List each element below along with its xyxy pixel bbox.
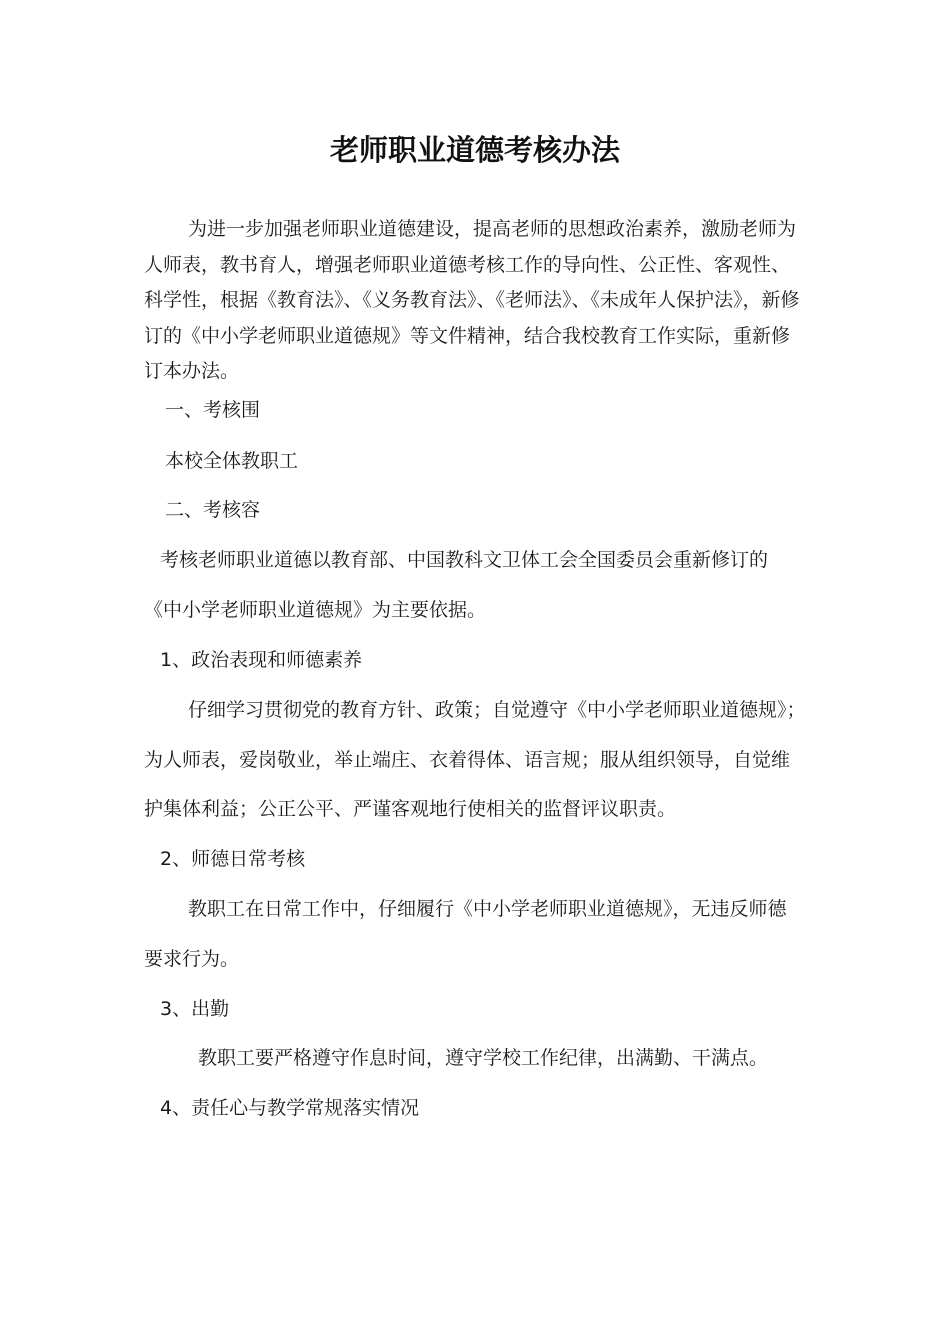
item-heading-attendance: 3、出勤: [160, 998, 230, 1020]
item-heading-responsibility: 4、责任心与教学常规落实情况: [160, 1097, 420, 1119]
item-body-line: 为人师表，爱岗敬业，举止端庄、衣着得体、语言规；服从组织领导，自觉维: [144, 749, 791, 771]
content-body-line: 考核老师职业道德以教育部、中国教科文卫体工会全国委员会重新修订的: [160, 549, 769, 571]
scope-body: 本校全体教职工: [165, 450, 299, 472]
content-body-line: 《中小学老师职业道德规》为主要依据。: [144, 599, 487, 621]
item-body-line: 要求行为。: [144, 948, 240, 970]
item-body-line: 教职工要严格遵守作息时间，遵守学校工作纪律，出满勤、干满点。: [198, 1047, 769, 1069]
item-body-line: 仔细学习贯彻党的教育方针、政策；自觉遵守《中小学老师职业道德规》；: [188, 699, 806, 721]
item-heading-daily: 2、师德日常考核: [160, 848, 306, 870]
intro-paragraph: 为进一步加强老师职业道德建设，提高老师的思想政治素养，激励老师为人师表，教书育人，增强老师职业道德考核工作的导向性、公正性、客观性、科学性，根据《教育法》、《义务教育法》、《老师法》、《未成年人保护法》，新修订的《中小学老师职业道德规》等文件精神，结合我校教育工作实际，重新修订本办法。: [144, 218, 800, 382]
item-body-line: 护集体利益；公正公平、严谨客观地行使相关的监督评议职责。: [144, 798, 677, 820]
document-title: 老师职业道德考核办法: [329, 133, 620, 167]
item-body-line: 教职工在日常工作中，仔细履行《中小学老师职业道德规》，无违反师德: [188, 898, 787, 920]
section-heading-content: 二、考核容: [165, 499, 261, 521]
section-heading-scope: 一、考核围: [165, 399, 261, 421]
item-heading-political: 1、政治表现和师德素养: [160, 649, 363, 671]
